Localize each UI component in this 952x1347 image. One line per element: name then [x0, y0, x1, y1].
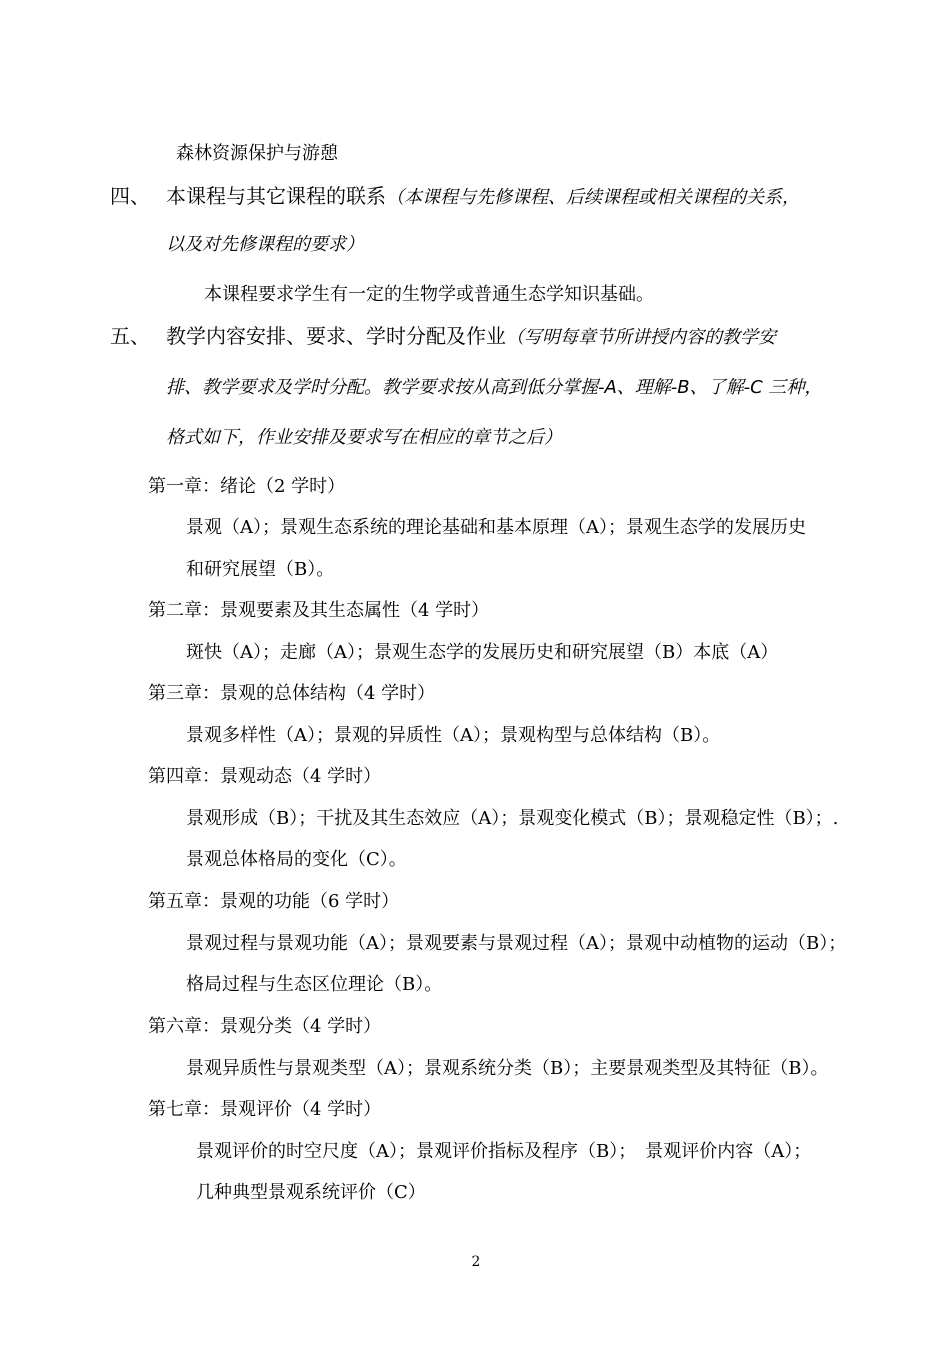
chapter-1-content-line: 和研究展望（B）。 [186, 559, 335, 580]
chapter-4-content-line: 景观总体格局的变化（C）。 [186, 849, 407, 870]
chapter-4-title: 第四章：景观动态（4 学时） [148, 766, 382, 787]
chapter-5-title: 第五章：景观的功能（6 学时） [148, 891, 400, 912]
chapter-7-content-line: 景观评价的时空尺度（A）；景观评价指标及程序（B）； 景观评价内容（A）； [196, 1141, 812, 1162]
section-4-body: 本课程要求学生有一定的生物学或普通生态学知识基础。 [204, 284, 654, 305]
section-5-note-line1: （写明每章节所讲授内容的教学安 [506, 327, 776, 348]
chapter-6-title: 第六章：景观分类（4 学时） [148, 1016, 382, 1037]
chapter-5-content-line: 格局过程与生态区位理论（B）。 [186, 974, 443, 995]
chapter-2-content-line: 斑快（A）；走廊（A）；景观生态学的发展历史和研究展望（B）本底（A） [186, 642, 779, 663]
chapter-5-content-line: 景观过程与景观功能（A）；景观要素与景观过程（A）；景观中动植物的运动（B）； [186, 933, 847, 954]
chapter-1-title: 第一章：绪论（2 学时） [148, 476, 346, 497]
section-5-number: 五、 [110, 324, 150, 348]
section-4-number: 四、 [110, 184, 150, 208]
section-5-note-line3: 格式如下，作业安排及要求写在相应的章节之后） [166, 427, 562, 448]
chapter-4-content-line: 景观形成（B）；干扰及其生态效应（A）；景观变化模式（B）；景观稳定性（B）；. [186, 808, 839, 829]
chapter-1-content-line: 景观（A）；景观生态系统的理论基础和基本原理（A）；景观生态学的发展历史 [186, 517, 806, 538]
page-number: 2 [471, 1254, 481, 1270]
section-4-title: 本课程与其它课程的联系 [166, 184, 386, 208]
section-4-note-line1: （本课程与先修课程、后续课程或相关课程的关系， [386, 187, 800, 208]
chapter-2-title: 第二章：景观要素及其生态属性（4 学时） [148, 600, 490, 621]
section-5-heading [166, 322, 776, 352]
chapter-6-content-line: 景观异质性与景观类型（A）；景观系统分类（B）；主要景观类型及其特征（B）。 [186, 1058, 829, 1079]
chapter-7-content-line: 几种典型景观系统评价（C） [196, 1182, 426, 1203]
section-5-title: 教学内容安排、要求、学时分配及作业 [166, 324, 506, 348]
section-4-note-line2: 以及对先修课程的要求） [166, 234, 364, 255]
chapter-7-title: 第七章：景观评价（4 学时） [148, 1099, 382, 1120]
section-4-heading [166, 182, 800, 212]
chapter-3-content-line: 景观多样性（A）；景观的异质性（A）；景观构型与总体结构（B）。 [186, 725, 721, 746]
chapter-3-title: 第三章：景观的总体结构（4 学时） [148, 683, 436, 704]
carry-over-line: 森林资源保护与游憩 [176, 143, 338, 164]
section-5-note-line2: 排、教学要求及学时分配。教学要求按从高到低分掌握-A、理解-B、了解-C 三种， [166, 377, 823, 398]
